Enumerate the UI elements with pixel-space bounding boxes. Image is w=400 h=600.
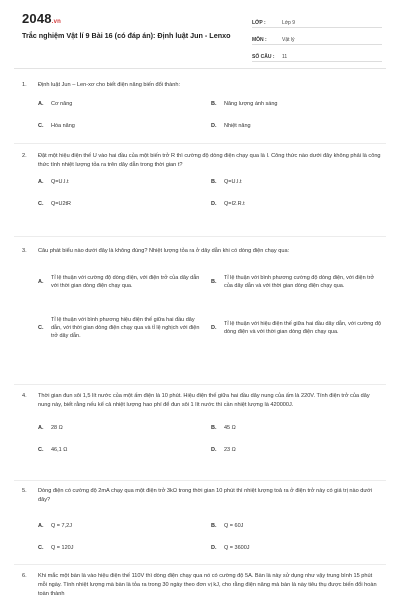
question-text bbox=[22, 81, 382, 90]
question-body: Khi mắc một bàn là vào hiệu điện thế 110V thì dòng điện chạy qua nó có cường độ 5A. Bàn là này sử dụng như vậy trung bình 15 phút mỗi ngày. Tính nhiệt lượng mà bàn là tỏa ra trong 30 ngày theo đơn vị kJ, cho rằng điện năng mà bàn là này tiêu thụ được biến đổi hoàn toàn thành bbox=[38, 573, 377, 597]
question-divider bbox=[14, 236, 386, 237]
question-body: Đặt một hiệu điện thế U vào hai đầu của một biến trở R thì cường độ dòng điện chạy qua là I. Công thức nào dưới đây không phải là công thức tính nhiệt lượng tỏa ra trên dây dẫn trong thời gian t? bbox=[38, 153, 381, 168]
option-a[interactable]: A. Q = 7,2J bbox=[38, 522, 72, 529]
option-a[interactable]: A. Cơ năng bbox=[38, 100, 73, 107]
question-text bbox=[22, 152, 382, 170]
option-a[interactable]: A. Q=U.I.t bbox=[38, 178, 69, 185]
question-divider bbox=[14, 480, 386, 481]
document-title: Trắc nghiệm Vật lí 9 Bài 16 (có đáp án): Định luật Jun - Lenxo bbox=[22, 31, 231, 40]
option-c[interactable]: C. Hóa năng bbox=[38, 122, 75, 129]
meta-label: LỚP : bbox=[252, 20, 266, 26]
question-number: 6. bbox=[22, 573, 27, 579]
question-divider bbox=[14, 564, 386, 565]
options bbox=[22, 98, 382, 138]
question-5 bbox=[22, 487, 382, 553]
logo-text: 2048 bbox=[22, 11, 52, 26]
option-b[interactable]: B. 45 Ω bbox=[211, 424, 236, 431]
option-b[interactable]: B. Q = 60J bbox=[211, 522, 244, 529]
question-body: Câu phát biểu nào dưới đây là không đúng? Nhiệt lượng tỏa ra ở dây dẫn khi có dòng điện chạy qua: bbox=[38, 248, 290, 254]
meta-row-count bbox=[252, 48, 382, 62]
option-b[interactable]: B. Q=U.I.t bbox=[211, 178, 242, 185]
logo-domain: .vn bbox=[51, 19, 62, 25]
option-d[interactable]: D. 23 Ω bbox=[211, 446, 236, 453]
question-body: Định luật Jun – Len-xơ cho biết điện năng biến đổi thành: bbox=[38, 82, 181, 88]
option-d[interactable]: D. Tỉ lệ thuận với hiệu điện thế giữa hai đầu dây dẫn, với cường độ dòng điện và với thời gian dòng điện chạy qua. bbox=[211, 320, 382, 335]
option-c[interactable]: C. 46,1 Ω bbox=[38, 446, 68, 453]
question-body: Thời gian đun sôi 1,5 lít nước của một ấm điện là 10 phút. Hiệu điện thế giữa hai đầu dây nung của ấm là 220V. Tính điện trở của dây nung này, biết rằng nếu kể cả nhiệt lượng hao phí để đun sôi 1 lít nước thì cần nhiệt lượng là 420000J. bbox=[38, 393, 370, 408]
option-a[interactable]: A. Tỉ lệ thuận với cường độ dòng điện, với điện trở của dây dẫn với thời gian dòng điện chạy qua. bbox=[38, 274, 200, 289]
question-number: 5. bbox=[22, 488, 27, 494]
meta-row-class bbox=[252, 14, 382, 28]
option-d[interactable]: D. Nhiệt năng bbox=[211, 122, 251, 129]
option-a[interactable]: A. 28 Ω bbox=[38, 424, 63, 431]
question-number: 3. bbox=[22, 248, 27, 254]
meta-row-subject bbox=[252, 31, 382, 45]
meta-value: Vật lý bbox=[282, 37, 295, 43]
question-body: Dòng điện có cường độ 2mA chạy qua một điện trở 3kΩ trong thời gian 10 phút thì nhiệt lượng toả ra ở điện trở này có giá trị nào dưới đây? bbox=[38, 488, 373, 503]
options bbox=[22, 178, 382, 218]
option-b[interactable]: B. Tỉ lệ thuận với bình phương cường độ dòng điện, với điện trở của dây dẫn và với thời gian dòng điện chạy qua. bbox=[211, 274, 375, 289]
option-d[interactable]: D. Q=I2.R.t bbox=[211, 200, 245, 207]
question-text bbox=[22, 572, 382, 598]
question-divider bbox=[14, 143, 386, 144]
meta-table bbox=[252, 14, 382, 65]
site-logo[interactable] bbox=[22, 11, 61, 26]
option-c[interactable]: C. Tỉ lệ thuận với bình phương hiệu điện thế giữa hai đầu dây dẫn, với thời gian dòng điện chạy qua và tỉ lệ nghịch với điện trở dây dẫn. bbox=[38, 316, 200, 339]
question-number: 1. bbox=[22, 82, 27, 88]
question-text bbox=[22, 392, 382, 410]
options bbox=[22, 418, 382, 458]
option-b[interactable]: B. Năng lượng ánh sáng bbox=[211, 100, 278, 107]
question-divider bbox=[14, 384, 386, 385]
option-d[interactable]: D. Q = 3600J bbox=[211, 544, 250, 551]
question-number: 4. bbox=[22, 393, 27, 399]
question-2 bbox=[22, 152, 382, 218]
question-text bbox=[22, 247, 382, 256]
meta-value: Lớp 9 bbox=[282, 20, 296, 26]
question-1 bbox=[22, 81, 382, 138]
options bbox=[22, 264, 382, 374]
options bbox=[22, 513, 382, 553]
option-c[interactable]: C. Q = 120J bbox=[38, 544, 74, 551]
question-text bbox=[22, 487, 382, 505]
question-4 bbox=[22, 392, 382, 458]
question-6 bbox=[22, 572, 382, 598]
option-c[interactable]: C. Q=U2tR bbox=[38, 200, 72, 207]
page-header bbox=[0, 0, 400, 68]
meta-label: MÔN : bbox=[252, 37, 267, 43]
question-number: 2. bbox=[22, 153, 27, 159]
meta-label: SỐ CÂU : bbox=[252, 54, 275, 60]
question-3 bbox=[22, 247, 382, 374]
header-divider bbox=[14, 68, 386, 69]
meta-value: 11 bbox=[282, 54, 288, 60]
